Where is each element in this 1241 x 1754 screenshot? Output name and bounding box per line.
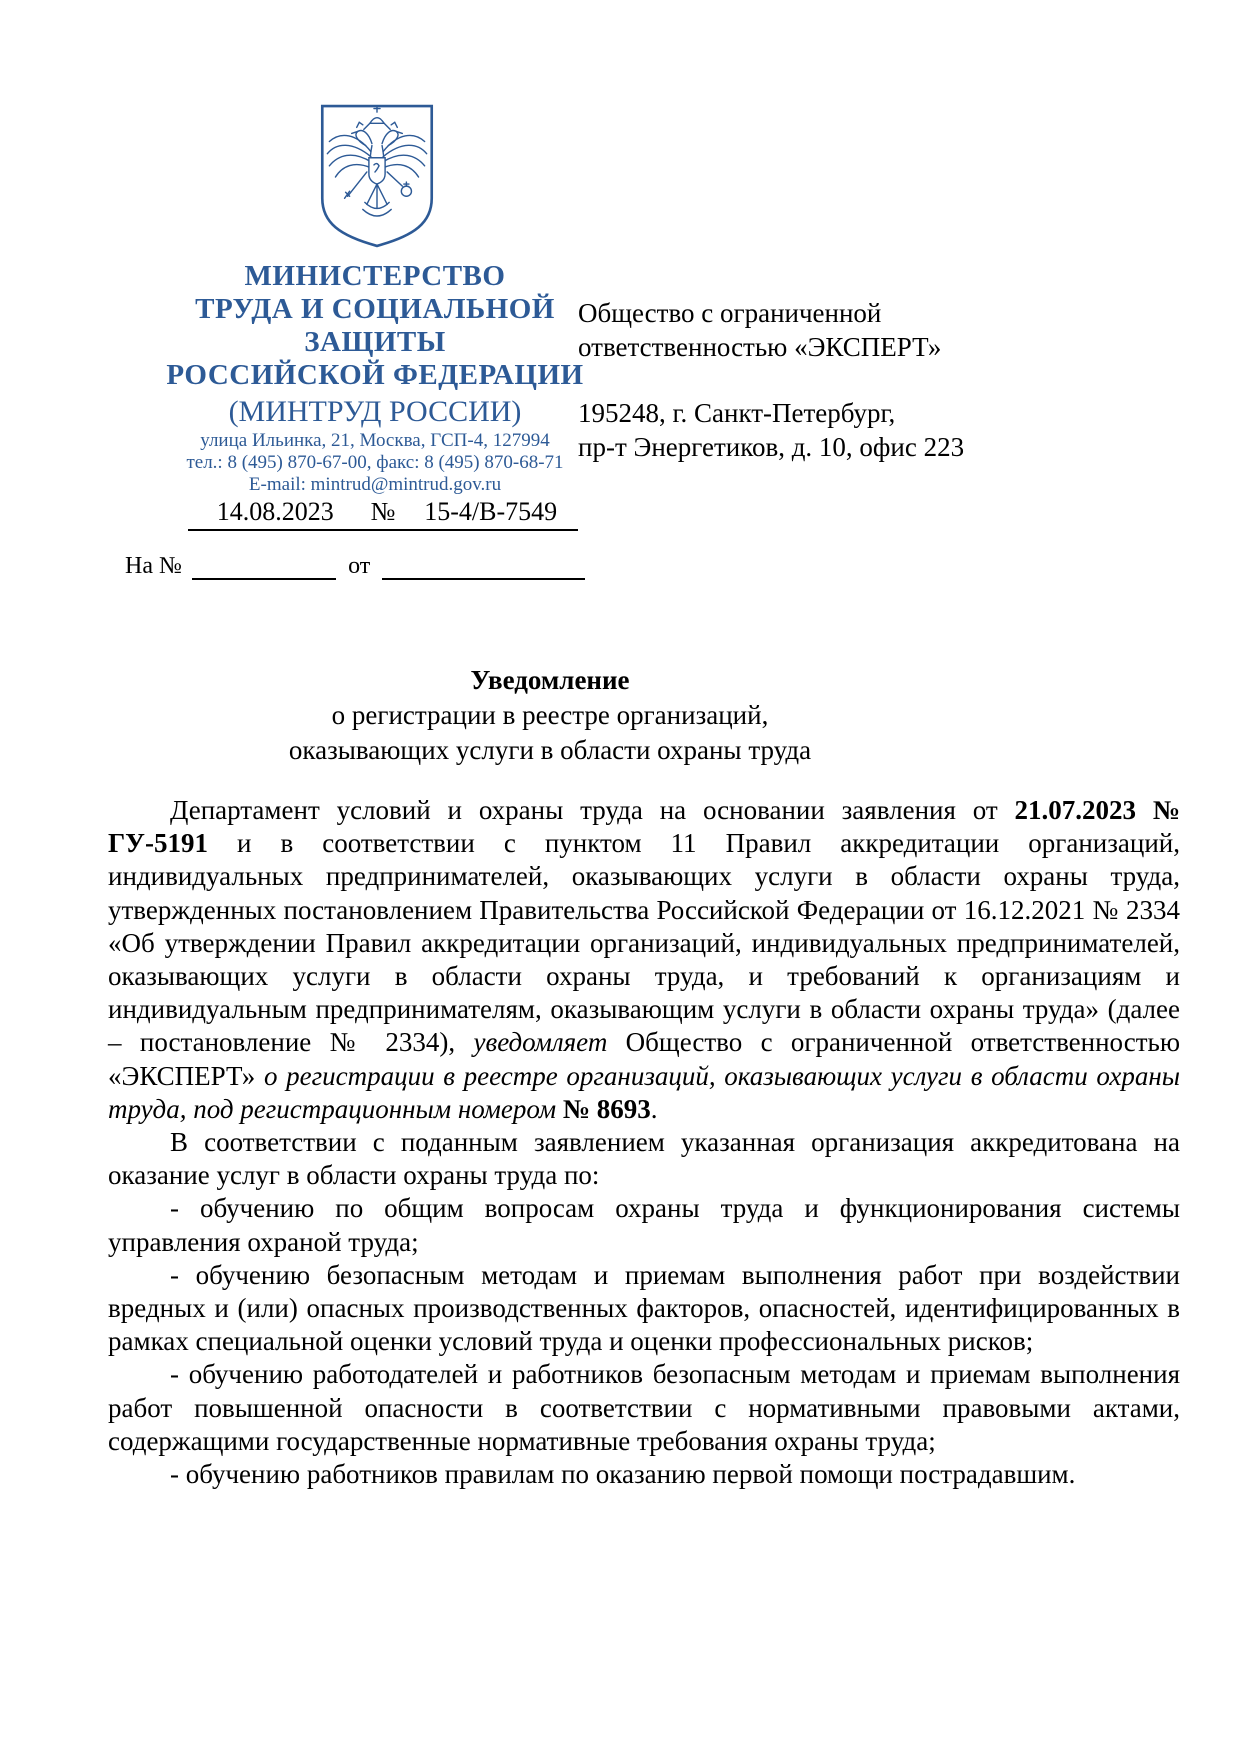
document-subtitle-line: о регистрации в реестре организаций, xyxy=(331,700,769,730)
ref-date-label: от xyxy=(348,553,371,579)
ministry-name-line: ЗАЩИТЫ xyxy=(304,326,446,358)
document-date: 14.08.2023 xyxy=(188,497,363,531)
russia-coat-of-arms-icon xyxy=(316,101,438,252)
recipient-spacer xyxy=(578,364,1058,396)
ministry-name-line: ТРУДА И СОЦИАЛЬНОЙ xyxy=(195,293,555,325)
body-text-run: . xyxy=(650,1093,658,1124)
list-item-first-aid-training: - обучению работников правилам по оказанию первой помощи пострадавшим. xyxy=(170,1459,1076,1490)
ref-number-blank-line xyxy=(192,552,336,580)
list-item-high-risk-training: - обучению работодателей и работников безопасным методам и приемам выполнения работ повышенной опасности в соответствии с нормативными правовыми актами, содержащими государственные нормативные требования охраны труда; xyxy=(108,1359,1180,1456)
letterhead xyxy=(135,260,615,496)
ministry-name-line: МИНИСТЕРСТВО xyxy=(244,260,506,292)
paragraph-accreditation-intro: В соответствии с поданным заявлением указанная организация аккредитована на оказание услуг в области охраны труда по: xyxy=(108,1127,1180,1191)
recipient-block xyxy=(578,296,1058,464)
body-text-run-bold: 21.07.2023 № ГУ-5191 xyxy=(108,795,1180,859)
recipient-name-line: Общество с ограниченной xyxy=(578,298,882,328)
list-item-safe-methods-training: - обучению безопасным методам и приемам выполнения работ при воздействии вредных и (или) опасных производственных факторов, опасностей, идентифицированных в рамках специальной оценки условий труда и оценки профессиональных рисков; xyxy=(108,1259,1180,1357)
body-text-run-italic: о регистрации в реестре организаций, оказывающих услуги в области охраны труда, под регистрационным номером xyxy=(108,1060,1180,1124)
number-sign: № xyxy=(363,497,404,531)
ministry-short-name: (МИНТРУД РОССИИ) xyxy=(228,395,522,428)
ref-date-blank-line xyxy=(382,552,585,580)
document-number: 15-4/В-7549 xyxy=(403,497,578,531)
body-text-run: Общество с ограниченной ответственностью «ЭКСПЕРТ» xyxy=(108,1027,1180,1091)
body-text-run: Департамент условий и охраны труда на основании заявления от xyxy=(170,795,1015,825)
body-text-run-italic: уведомляет xyxy=(473,1027,608,1058)
letterhead-phone-fax: тел.: 8 (495) 870-67-00, факс: 8 (495) 870-68-71 xyxy=(186,452,564,473)
document-body xyxy=(108,794,1180,1491)
ministry-name-line: РОССИЙСКОЙ ФЕДЕРАЦИИ xyxy=(166,359,584,391)
date-number-row xyxy=(188,497,578,531)
recipient-address-line: пр-т Энергетиков, д. 10, офис 223 xyxy=(578,432,965,462)
letterhead-address: улица Ильинка, 21, Москва, ГСП-4, 127994 xyxy=(200,430,550,451)
recipient-name-line: ответственностью «ЭКСПЕРТ» xyxy=(578,332,942,362)
body-text-run: и в соответствии с пунктом 11 Правил аккредитации организаций, индивидуальных предпринимателей, оказывающих услуги в области охраны труда, утвержденных постановлением Правительства Российской Федерации от 16.12.2021 № 2334 «Об утверждении Правил аккредитации организаций, индивидуальных предпринимателей, оказывающих услуги в области охраны труда, и требований к организациям и индивидуальным предпринимателям, оказывающим услуги в области охраны труда» (далее – постановление № 2334), xyxy=(108,828,1180,1058)
document-title: Уведомление xyxy=(470,665,630,695)
recipient-address-line: 195248, г. Санкт-Петербург, xyxy=(578,398,896,428)
body-text-run-bold: № 8693 xyxy=(562,1093,651,1124)
reference-row xyxy=(125,552,585,580)
document-subtitle-line: оказывающих услуги в области охраны труда xyxy=(288,735,812,765)
document-title-block xyxy=(105,663,995,768)
paragraph-registration-notice xyxy=(108,794,1180,1126)
letterhead-email: E-mail: mintrud@mintrud.gov.ru xyxy=(248,474,502,495)
ref-number-label: На № xyxy=(125,553,182,579)
list-item-general-training: - обучению по общим вопросам охраны труда и функционирования системы управления охраной труда; xyxy=(108,1193,1180,1257)
